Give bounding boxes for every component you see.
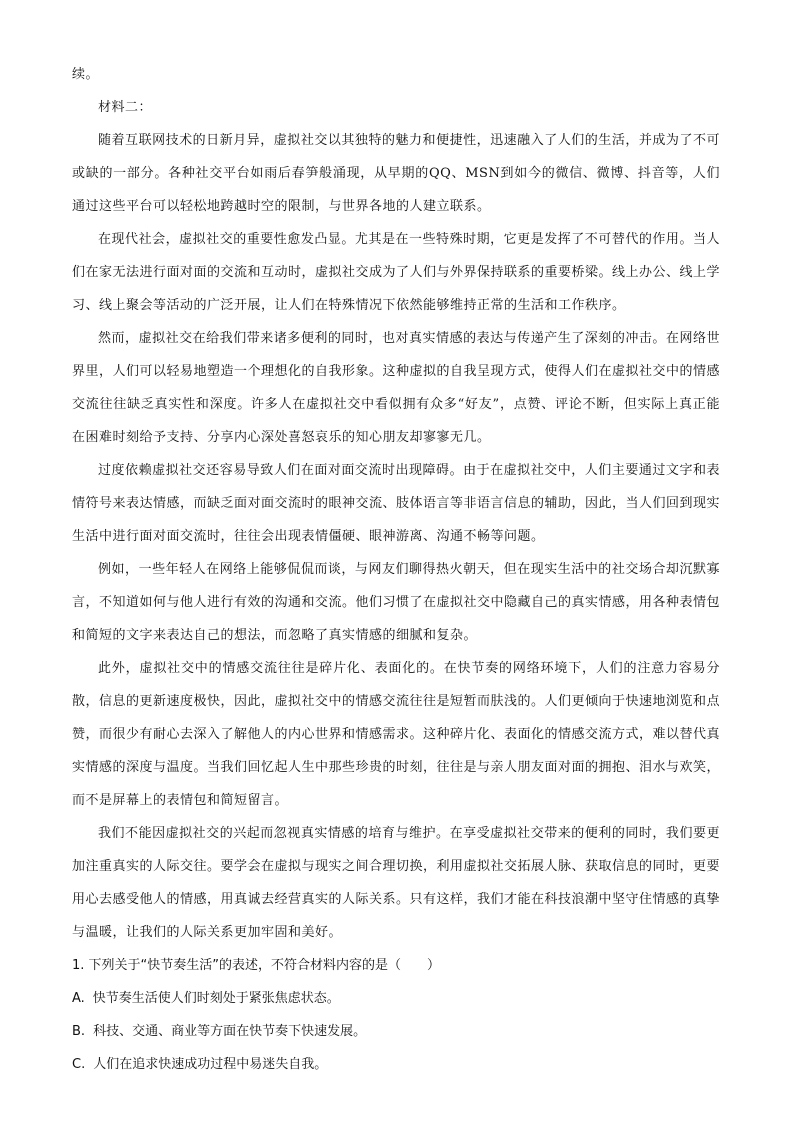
- reading-passage: [72, 58, 720, 949]
- option-letter: A.: [72, 991, 85, 1006]
- question-stem: 1. 下列关于“快节奏生活”的表述，不符合材料内容的是（ ）: [72, 958, 441, 973]
- passage-paragraph: 我们不能因虚拟社交的兴起而忽视真实情感的培育与维护。在享受虚拟社交带来的便利的同时，我们要更加注重真实的人际交往。要学会在虚拟与现实之间合理切换，利用虚拟社交拓展人脉、获取信息的同时，更要用心去感受他人的情感，用真诚去经营真实的人际关系。只有这样，我们才能在科技浪潮中坚守住情感的真挚与温暖，让我们的人际关系更加牢固和美好。: [72, 826, 721, 940]
- passage-paragraph: 此外，虚拟社交中的情感交流往往是碎片化、表面化的。在快节奏的网络环境下，人们的注意力容易分散，信息的更新速度极快，因此，虚拟社交中的情感交流往往是短暂而肤浅的。人们更倾向于快速地浏览和点赞，而很少有耐心去深入了解他人的内心世界和情感需求。这种碎片化、表面化的情感交流方式，难以替代真实情感的深度与温度。当我们回忆起人生中那些珍贵的时刻，往往是与亲人朋友面对面的拥抱、泪水与欢笑，而不是屏幕上的表情包和简短留言。: [72, 661, 721, 808]
- option-letter: B.: [72, 1024, 86, 1039]
- material-heading: 材料二：: [98, 100, 153, 115]
- passage-paragraph: 然而，虚拟社交在给我们带来诸多便利的同时，也对真实情感的表达与传递产生了深刻的冲击。在网络世界里，人们可以轻易地塑造一个理想化的自我形象。这种虚拟的自我呈现方式，使得人们在虚拟社交中的情感交流往往缺乏真实性和深度。许多人在虚拟社交中看似拥有众多“好友”，点赞、评论不断，但实际上真正能在困难时刻给予支持、分享内心深处喜怒哀乐的知心朋友却寥寥无几。: [72, 331, 721, 445]
- passage-paragraph: 在现代社会，虚拟社交的重要性愈发凸显。尤其是在一些特殊时期，它更是发挥了不可替代的作用。当人们在家无法进行面对面的交流和互动时，虚拟社交成为了人们与外界保持联系的重要桥梁。线上办公、线上学习、线上聚会等活动的广泛开展，让人们在特殊情况下依然能够维持正常的生活和工作秩序。: [72, 232, 721, 313]
- option-letter: C.: [72, 1057, 86, 1072]
- option-c: [72, 1048, 720, 1081]
- option-text: 科技、交通、商业等方面在快节奏下快速发展。: [93, 1024, 367, 1039]
- option-text: 人们在追求快速成功过程中易迷失自我。: [93, 1057, 328, 1072]
- option-b: [72, 1015, 720, 1048]
- passage-paragraph: 例如，一些年轻人在网络上能够侃侃而谈，与网友们聊得热火朝天，但在现实生活中的社交场合却沉默寡言，不知道如何与他人进行有效的沟通和交流。他们习惯了在虚拟社交中隐藏自己的真实情感，用各种表情包和简短的文字来表达自己的想法，而忽略了真实情感的细腻和复杂。: [72, 562, 721, 643]
- page-content: [72, 58, 720, 1081]
- option-a: [72, 982, 720, 1015]
- passage-paragraph: 随着互联网技术的日新月异，虚拟社交以其独特的魅力和便捷性，迅速融入了人们的生活，并成为了不可或缺的一部分。各种社交平台如雨后春笋般涌现，从早期的QQ、MSN到如今的微信、微博、抖音等，人们通过这些平台可以轻松地跨越时空的限制，与世界各地的人建立联系。: [72, 133, 720, 214]
- question-block: [72, 949, 720, 1081]
- passage-paragraph: 续。: [72, 67, 100, 82]
- passage-paragraph: 过度依赖虚拟社交还容易导致人们在面对面交流时出现障碍。由于在虚拟社交中，人们主要通过文字和表情符号来表达情感，而缺乏面对面交流时的眼神交流、肢体语言等非语言信息的辅助，因此，当人们回到现实生活中进行面对面交流时，往往会出现表情僵硬、眼神游离、沟通不畅等问题。: [72, 463, 721, 544]
- option-text: 快节奏生活使人们时刻处于紧张焦虑状态。: [92, 991, 340, 1006]
